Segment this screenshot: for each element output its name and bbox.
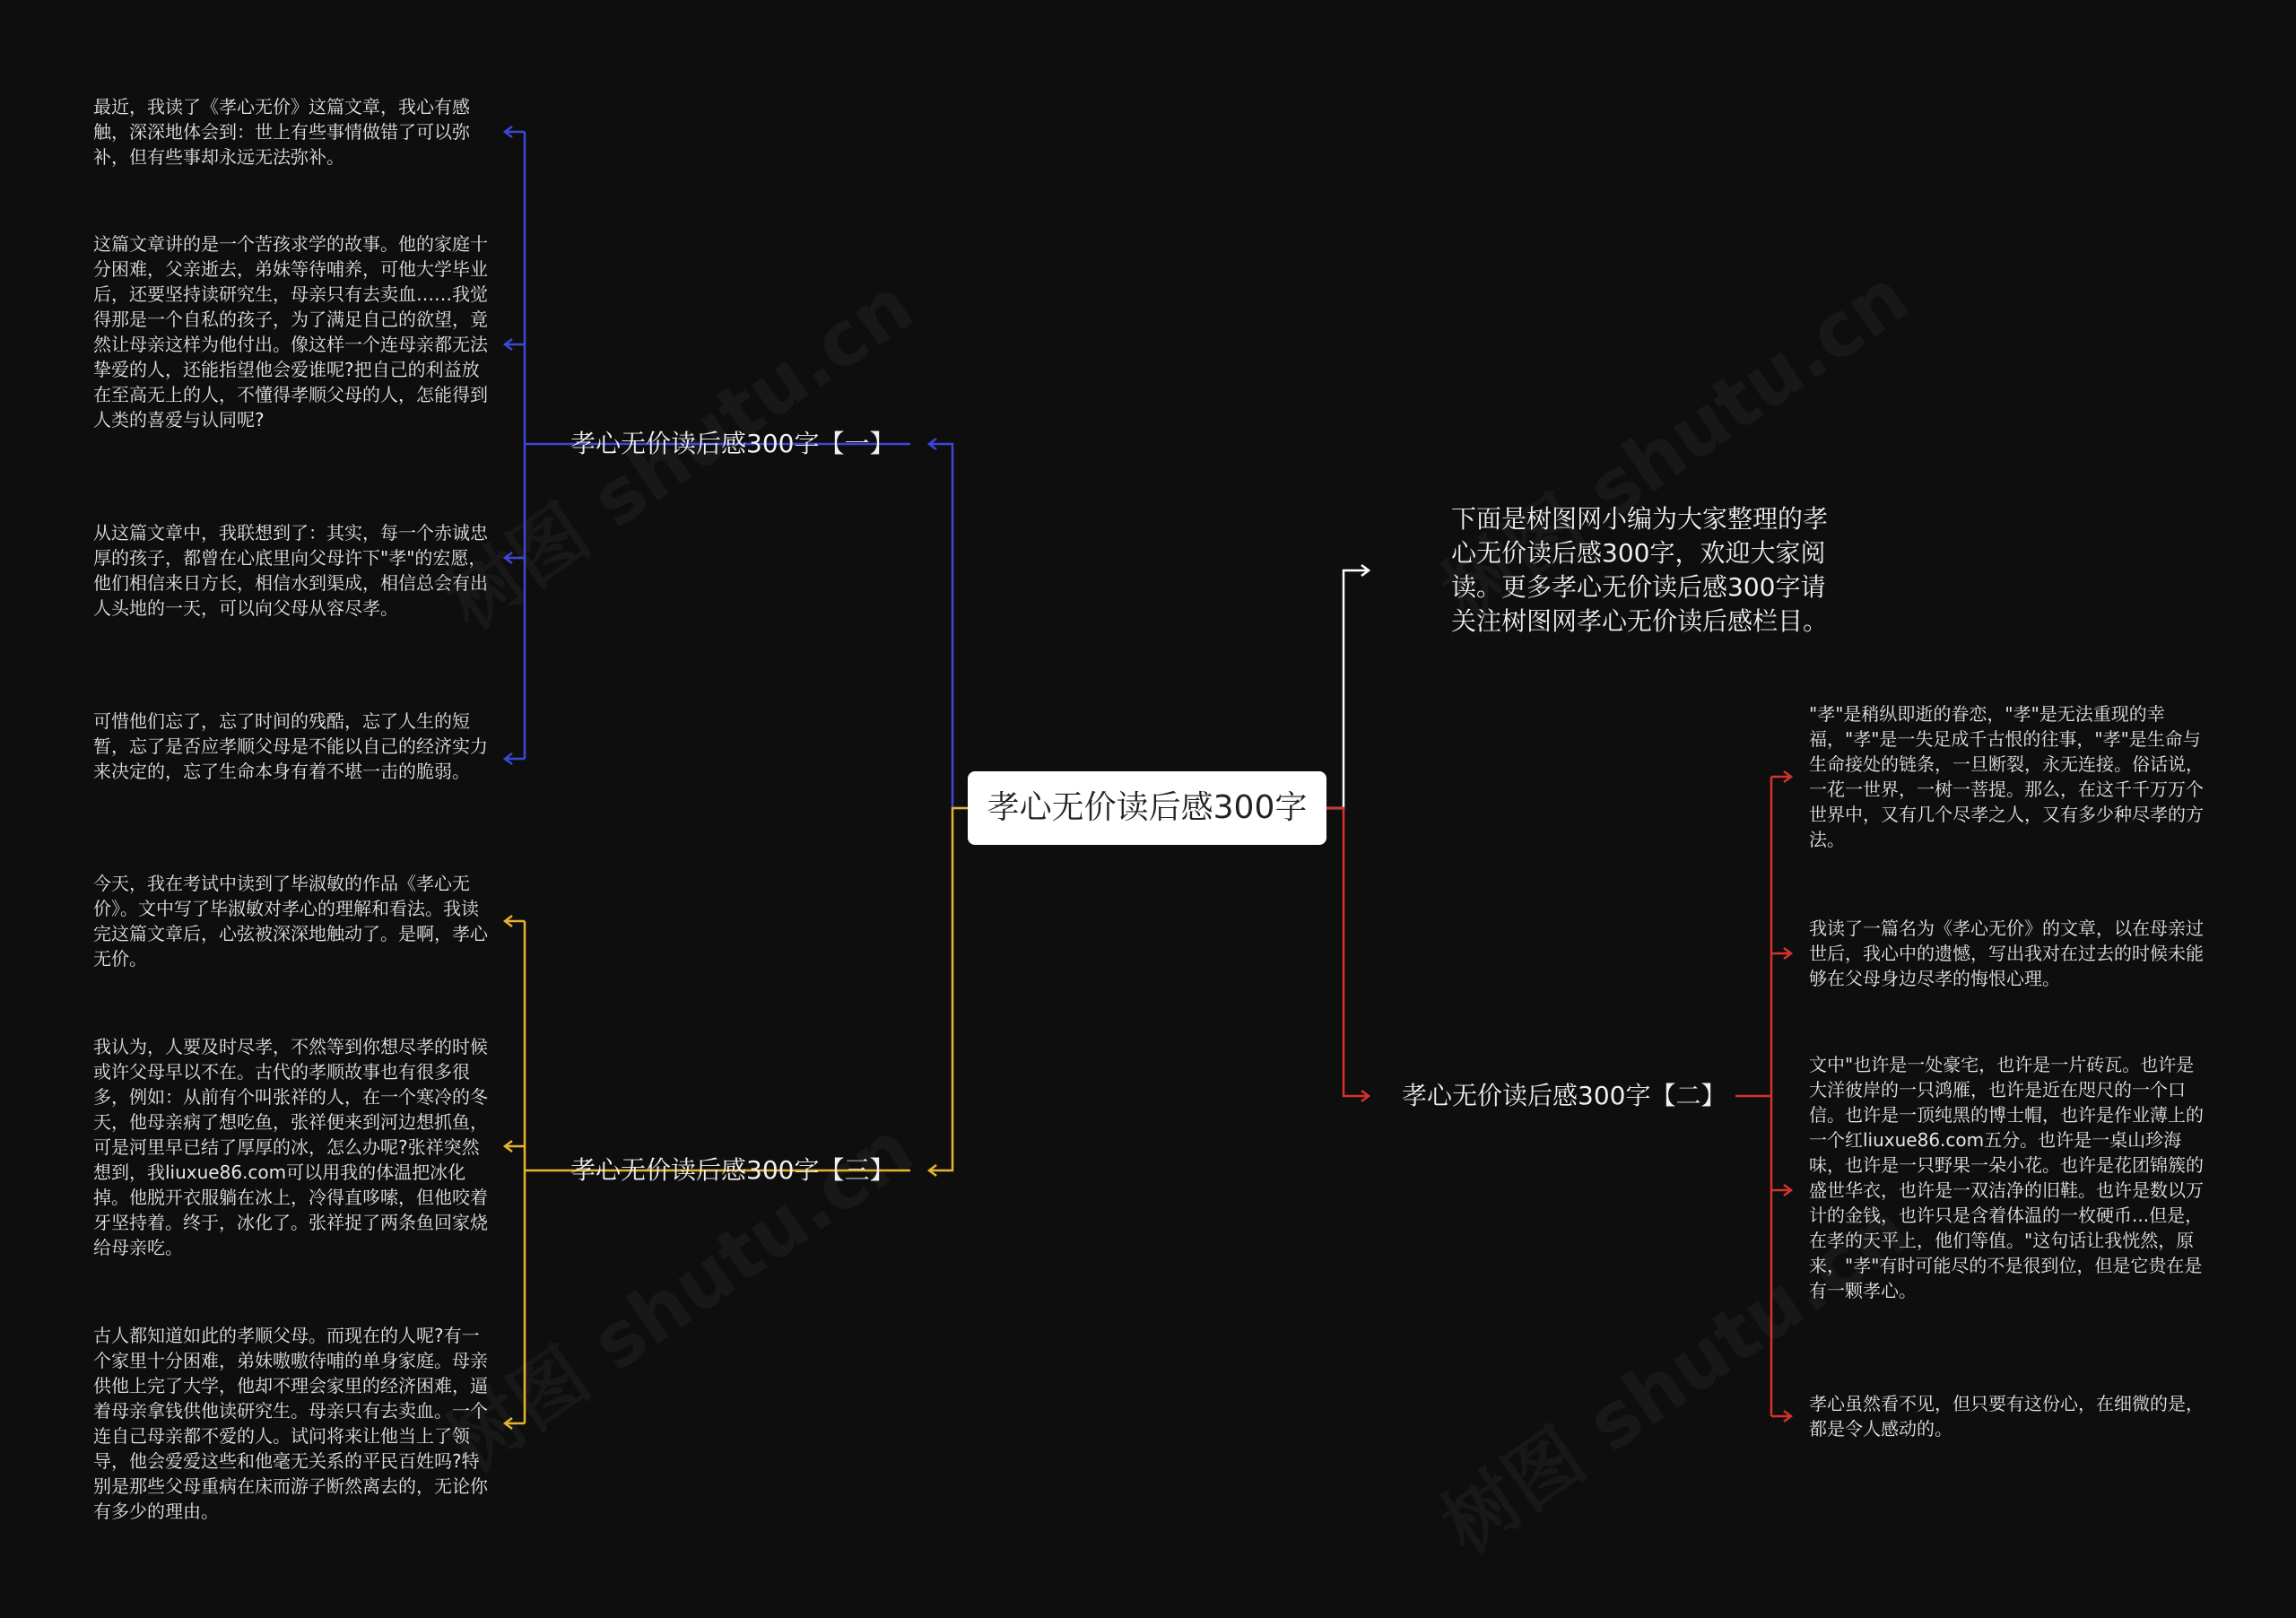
leaf-node[interactable]: 孝心虽然看不见，但只要有这份心，在细微的是，都是令人感动的。 xyxy=(1809,1393,2204,1440)
connector-leaf xyxy=(1771,948,1791,959)
leaf-node[interactable]: 可惜他们忘了，忘了时间的残酷，忘了人生的短暂，忘了是否应孝顺父母是不能以自己的经济实力来决定的，忘了生命本身有着不堪一击的脆弱。 xyxy=(93,710,488,782)
branch-node-3[interactable]: 孝心无价读后感300字【三】 xyxy=(570,1155,895,1185)
connector-leaf xyxy=(505,552,525,563)
leaf-node[interactable]: 我认为，人要及时尽孝，不然等到你想尽孝的时候或许父母早以不在。古代的孝顺故事也有很多很多，例如：从前有个叫张祥的人，在一个寒冷的冬天，他母亲病了想吃鱼，张祥便来到河边想抓鱼，可是河里早已结了厚厚的冰，怎么办呢?张祥突然想到，我liuxue86.com可以用我的体温把冰化掉。他脱开衣服躺在冰上，冷得直哆嗦，但他咬着牙坚持着。终于，冰化了。张祥捉了两条鱼回家烧给母亲吃。 xyxy=(93,1036,488,1258)
connector-leaf xyxy=(1771,771,1791,782)
connector-leaf xyxy=(1771,1185,1791,1196)
connector-leaf xyxy=(505,753,525,764)
branch-node-1[interactable]: 孝心无价读后感300字【一】 xyxy=(570,429,895,458)
connector-leaf xyxy=(505,1141,525,1152)
connector-leaf xyxy=(505,916,525,926)
connector-leaf xyxy=(505,126,525,137)
connector-root-intro xyxy=(1326,570,1369,808)
leaf-node[interactable]: 这篇文章讲的是一个苦孩求学的故事。他的家庭十分困难，父亲逝去，弟妹等待哺养，可他大学毕业后，还要坚持读研究生，母亲只有去卖血……我觉得那是一个自私的孩子，为了满足自己的欲望，竟然让母亲这样为他付出。像这样一个连母亲都无法挚爱的人，还能指望他会爱谁呢?把自己的利益放在至高无上的人，不懂得孝顺父母的人，怎能得到人类的喜爱与认同呢? xyxy=(93,233,488,431)
connector-root-branch2 xyxy=(1326,808,1369,1096)
leaf-node[interactable]: 从这篇文章中，我联想到了：其实，每一个赤诚忠厚的孩子，都曾在心底里向父母许下"孝"的宏愿，他们相信来日方长，相信水到渠成，相信总会有出人头地的一天，可以向父母从容尽孝。 xyxy=(93,522,488,619)
branch-node-2[interactable]: 孝心无价读后感300字【二】 xyxy=(1402,1081,1726,1110)
connector-leaf xyxy=(505,339,525,350)
connector-root-branch1 xyxy=(929,444,968,808)
leaf-node[interactable]: 最近，我读了《孝心无价》这篇文章，我心有感触，深深地体会到：世上有些事情做错了可以弥补，但有些事却永远无法弥补。 xyxy=(93,96,470,168)
connector-root-branch3 xyxy=(929,808,968,1170)
leaf-node[interactable]: 古人都知道如此的孝顺父母。而现在的人呢?有一个家里十分困难，弟妹嗷嗷待哺的单身家庭。母亲供他上完了大学，他却不理会家里的经济困难，逼着母亲拿钱供他读研究生。母亲只有去卖血。一个连自己母亲都不爱的人。试问将来让他当上了领导，他会爱爱这些和他毫无关系的平民百姓吗?特别是那些父母重病在床而游子断然离去的，无论你有多少的理由。 xyxy=(93,1325,488,1522)
intro-node[interactable]: 下面是树图网小编为大家整理的孝心无价读后感300字，欢迎大家阅读。更多孝心无价读后感300字请关注树图网孝心无价读后感栏目。 xyxy=(1451,504,1829,636)
root-node[interactable]: 孝心无价读后感300字 xyxy=(968,771,1326,845)
connector-leaf xyxy=(505,1418,525,1429)
leaf-node[interactable]: 文中"也许是一处豪宅，也许是一片砖瓦。也许是大洋彼岸的一只鸿雁，也许是近在咫尺的一个口信。也许是一顶纯黑的博士帽，也许是作业薄上的一个红liuxue86.com五分。也许是一桌山珍海味，也许是一只野果一朵小花。也许是花团锦簇的盛世华衣，也许是一双洁净的旧鞋。也许是数以万计的金钱，也许只是含着体温的一枚硬币...但是，在孝的天平上，他们等值。"这句话让我恍然，原来，"孝"有时可能尽的不是很到位，但是它贵在是有一颗孝心。 xyxy=(1809,1054,2204,1301)
leaf-node[interactable]: 今天，我在考试中读到了毕淑敏的作品《孝心无价》。文中写了毕淑敏对孝心的理解和看法。我读完这篇文章后，心弦被深深地触动了。是啊，孝心无价。 xyxy=(93,873,488,970)
leaf-node[interactable]: 我读了一篇名为《孝心无价》的文章，以在母亲过世后，我心中的遗憾，写出我对在过去的时候未能够在父母身边尽孝的悔恨心理。 xyxy=(1809,918,2204,989)
connector-leaf xyxy=(1771,1411,1791,1422)
connector-branch2-bus xyxy=(1735,777,1771,1416)
leaf-node[interactable]: "孝"是稍纵即逝的眷恋，"孝"是无法重现的幸福，"孝"是一失足成千古恨的往事，"孝"是生命与生命接处的链条，一旦断裂，永无连接。俗话说，一花一世界，一树一菩提。那么，在这千千万万个世界中，又有几个尽孝之人，又有多少种尽孝的方法。 xyxy=(1809,703,2204,850)
